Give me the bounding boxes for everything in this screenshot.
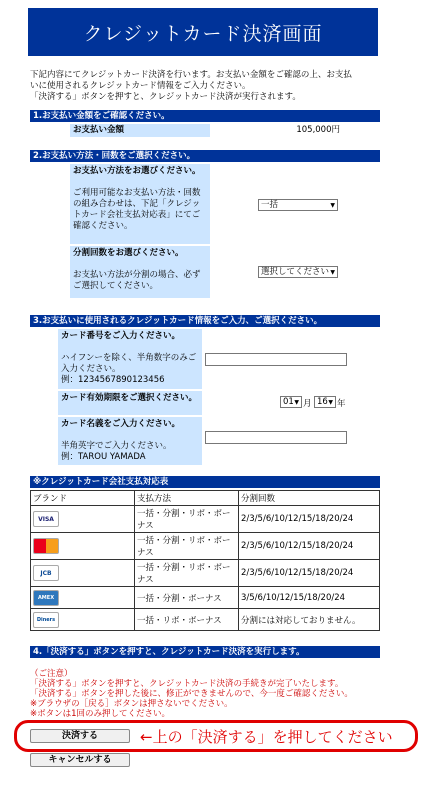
card-name-label: カード名義をご入力ください。 bbox=[61, 419, 181, 429]
section4-title: 4.「決済する」ボタンを押すと、クレジットカード決済を実行します。 bbox=[30, 646, 380, 658]
count-desc: お支払い方法が分割の場合、必ずご選択してください。 bbox=[73, 270, 201, 291]
intro-line: いに使用されるクレジットカード情報をご入力ください。 bbox=[30, 81, 251, 91]
brand-cell bbox=[31, 587, 135, 609]
table-row bbox=[31, 560, 380, 587]
method-cell: 一括・リボ・ボーナス bbox=[135, 609, 239, 631]
brand-cell bbox=[31, 533, 135, 560]
chevron-down-icon: ▼ bbox=[294, 399, 299, 406]
payment-method-select[interactable]: 一括 ▼ bbox=[258, 199, 338, 211]
cancel-button[interactable]: キャンセルする bbox=[30, 753, 130, 767]
method-label-cell bbox=[70, 164, 210, 244]
intro-line: 下記内容にてクレジットカード決済を行います。お支払い金額をご確認の上、お支払 bbox=[30, 70, 352, 80]
count-label-cell bbox=[70, 246, 210, 298]
card-table-title: ※クレジットカード会社支払対応表 bbox=[30, 476, 380, 488]
count-cell: 2/3/5/6/10/12/15/18/20/24 bbox=[239, 560, 380, 587]
expiry-label: カード有効期限をご選択ください。 bbox=[61, 393, 198, 403]
brand-cell bbox=[31, 560, 135, 587]
card-number-input[interactable] bbox=[205, 353, 347, 366]
installment-count-select[interactable]: 選択してください ▼ bbox=[258, 266, 338, 278]
instruction-annotation: ←上の「決済する」を押してください bbox=[140, 728, 393, 746]
table-row bbox=[31, 506, 380, 533]
mastercard-logo bbox=[33, 538, 59, 554]
card-number-example: 例：1234567890123456 bbox=[61, 375, 165, 385]
notice-heading: （ご注意） bbox=[30, 669, 73, 679]
chevron-down-icon: ▼ bbox=[328, 399, 333, 406]
card-number-label-cell bbox=[58, 329, 202, 389]
method-cell: 一括・分割・リボ・ボーナス bbox=[135, 506, 239, 533]
brand-cell bbox=[31, 506, 135, 533]
notice-line: ※ボタンは1回のみ押してください。 bbox=[30, 709, 171, 719]
method-desc: ご利用可能なお支払い方法・回数の組み合わせは、下記「クレジットカード会社支払対応表」にてご確認ください。 bbox=[73, 188, 201, 231]
expiry-month-unit: 月 bbox=[303, 399, 312, 409]
card-company-table bbox=[30, 490, 380, 631]
chevron-down-icon: ▼ bbox=[330, 202, 335, 209]
amount-value: 105,000円 bbox=[296, 125, 340, 135]
count-cell: 2/3/5/6/10/12/15/18/20/24 bbox=[239, 506, 380, 533]
count-cell: 3/5/6/10/12/15/18/20/24 bbox=[239, 587, 380, 609]
chevron-down-icon: ▼ bbox=[330, 269, 335, 276]
method-cell: 一括・分割・リボ・ボーナス bbox=[135, 533, 239, 560]
intro-line: 「決済する」ボタンを押すと、クレジットカード決済が実行されます。 bbox=[30, 92, 301, 102]
method-cell: 一括・分割・ボーナス bbox=[135, 587, 239, 609]
expiry-month-select[interactable]: 01 ▼ bbox=[280, 396, 302, 408]
card-number-label: カード番号をご入力ください。 bbox=[61, 331, 181, 341]
section2-title: 2.お支払い方法・回数をご選択ください。 bbox=[30, 150, 380, 162]
notice-line: ※ブラウザの［戻る］ボタンは押さないでください。 bbox=[30, 699, 233, 709]
count-cell: 分割には対応しておりません。 bbox=[239, 609, 380, 631]
amount-label: お支払い金額 bbox=[70, 124, 210, 137]
table-header: 支払方法 bbox=[135, 491, 239, 506]
method-cell: 一括・分割・リボ・ボーナス bbox=[135, 560, 239, 587]
section1-title: 1.お支払い金額をご確認ください。 bbox=[30, 110, 380, 122]
notice-line: 「決済する」ボタンを押すと、クレジットカード決済の手続きが完了いたします。 bbox=[30, 679, 344, 689]
jcb-logo: JCB bbox=[33, 565, 59, 581]
table-row bbox=[31, 587, 380, 609]
card-name-input[interactable] bbox=[205, 431, 347, 444]
count-label: 分割回数をお選びください。 bbox=[73, 248, 184, 258]
expiry-label-cell bbox=[58, 391, 202, 415]
card-name-label-cell bbox=[58, 417, 202, 465]
notice-line: 「決済する」ボタンを押した後に、修正ができませんので、今一度ご確認ください。 bbox=[30, 689, 353, 699]
page-title: クレジットカード決済画面 bbox=[83, 22, 323, 45]
card-name-desc: 半角英字でご入力ください。 bbox=[61, 441, 172, 451]
diners-logo: Diners bbox=[33, 612, 59, 628]
table-row bbox=[31, 533, 380, 560]
submit-button[interactable]: 決済する bbox=[30, 729, 130, 743]
table-row bbox=[31, 609, 380, 631]
method-label: お支払い方法をお選びください。 bbox=[73, 166, 201, 176]
card-number-desc: ハイフンーを除く、半角数字のみご入力ください。 bbox=[61, 353, 197, 374]
section3-title: 3.お支払いに使用されるクレジットカード情報をご入力、ご選択ください。 bbox=[30, 315, 380, 327]
brand-cell bbox=[31, 609, 135, 631]
visa-logo: VISA bbox=[33, 511, 59, 527]
table-header: ブランド bbox=[31, 491, 135, 506]
notice-block bbox=[30, 669, 390, 719]
page-header bbox=[28, 8, 378, 56]
card-name-example: 例：TAROU YAMADA bbox=[61, 452, 146, 462]
table-header: 分割回数 bbox=[239, 491, 380, 506]
expiry-year-select[interactable]: 16 ▼ bbox=[314, 396, 336, 408]
expiry-year-unit: 年 bbox=[337, 399, 346, 409]
intro-text bbox=[30, 70, 390, 103]
table-header-row bbox=[31, 491, 380, 506]
count-cell: 2/3/5/6/10/12/15/18/20/24 bbox=[239, 533, 380, 560]
amex-logo: AMEX bbox=[33, 590, 59, 606]
